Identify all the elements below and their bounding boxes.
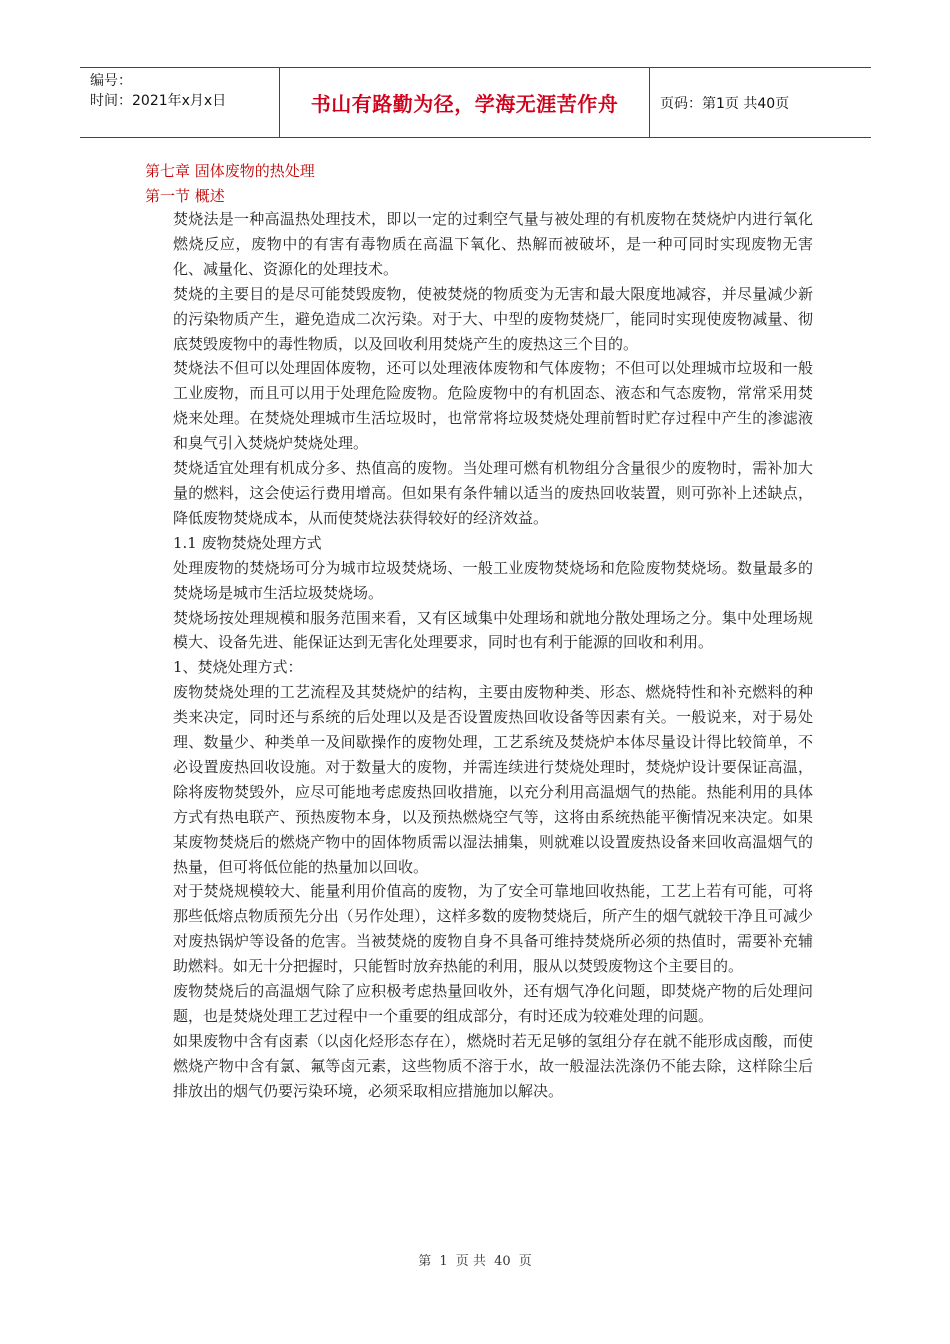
motto: 书山有路勤为径，学海无涯苦作舟 xyxy=(280,68,650,137)
subsection-heading: 1.1 废物焚烧处理方式 xyxy=(173,533,322,552)
chapter-title: 第七章 固体废物的热处理 xyxy=(145,162,315,180)
footer-mid: 页 共 xyxy=(455,1254,486,1269)
section-title: 第一节 概述 xyxy=(145,187,225,205)
paragraph: 废物焚烧处理的工艺流程及其焚烧炉的结构，主要由废物种类、形态、燃烧特性和补充燃料的种类来决定，同时还与系统的后处理以及是否设置废热回收设备等因素有关。一般说来，对于易处理、数量少、种类单一及间歇操作的废物处理，工艺系统及焚烧炉本体尽量设计得比较简单，不必设置废热回收设施。对于数量大的废物，并需连续进行焚烧处理时，焚烧炉设计要保证高温，除将废物焚毁外，应尽可能地考虑废热回收措施，以充分利用高温烟气的热能。热能利用的具体方式有热电联产、预热废物本身，以及预热燃烧空气等，这将由系统热能平衡情况来决定。如果某废物焚烧后的燃烧产物中的固体物质需以湿法捕集，则就难以设置废热设备来回收高温烟气的热量，但可将低位能的热量加以回收。 xyxy=(173,683,813,876)
footer-suffix: 页 xyxy=(518,1254,532,1269)
paragraph: 废物焚烧后的高温烟气除了应积极考虑热量回收外，还有烟气净化问题，即焚烧产物的后处理问题，也是焚烧处理工艺过程中一个重要的组成部分，有时还成为较难处理的问题。 xyxy=(173,982,813,1025)
paragraph: 焚烧适宜处理有机成分多、热值高的废物。当处理可燃有机物组分含量很少的废物时，需补加大量的燃料，这会使运行费用增高。但如果有条件辅以适当的废热回收装置，则可弥补上述缺点，降低废物焚烧成本，从而使焚烧法获得较好的经济效益。 xyxy=(173,459,813,527)
paragraph: 如果废物中含有卤素（以卤化烃形态存在），燃烧时若无足够的氢组分存在就不能形成卤酸，而使燃烧产物中含有氯、氟等卤元素，这些物质不溶于水，故一般湿法洗涤仍不能去除，这样除尘后排放出的烟气仍要污染环境，必须采取相应措施加以解决。 xyxy=(173,1031,813,1100)
body-content xyxy=(173,207,813,1104)
page-info: 页码：第1页 共40页 xyxy=(660,95,790,112)
footer-prefix: 第 xyxy=(418,1254,432,1269)
header-table xyxy=(80,67,871,138)
paragraph: 对于焚烧规模较大、能量利用价值高的废物，为了安全可靠地回收热能，工艺上若有可能，可将那些低熔点物质预先分出（另作处理），这样多数的废物焚烧后，所产生的烟气就较干净且可减少对废热锅炉等设备的危害。当被焚烧的废物自身不具备可维持焚烧所必须的热值时，需要补充辅助燃料。如无十分把握时，只能暂时放弃热能的利用，服从以焚毁废物这个主要目的。 xyxy=(173,882,813,976)
paragraph: 焚烧法不但可以处理固体废物，还可以处理液体废物和气体废物；不但可以处理城市垃圾和一般工业废物，而且可以用于处理危险废物。危险废物中的有机固态、液态和气态废物，常常采用焚烧来处理。在焚烧处理城市生活垃圾时，也常常将垃圾焚烧处理前暂时贮存过程中产生的渗滤液和臭气引入焚烧炉焚烧处理。 xyxy=(173,359,813,453)
footer-page-number: 1 xyxy=(439,1254,448,1269)
page-footer xyxy=(0,1250,950,1269)
footer-total: 40 xyxy=(494,1254,511,1269)
paragraph: 焚烧场按处理规模和服务范围来看，又有区域集中处理场和就地分散处理场之分。集中处理场规模大、设备先进、能保证达到无害化处理要求，同时也有利于能源的回收和利用。 xyxy=(173,608,813,652)
paragraph: 焚烧法是一种高温热处理技术，即以一定的过剩空气量与被处理的有机废物在焚烧炉内进行氧化燃烧反应，废物中的有害有毒物质在高温下氧化、热解而被破坏，是一种可同时实现废物无害化、减量化、资源化的处理技术。 xyxy=(173,210,813,278)
subsection-heading: 1、焚烧处理方式： xyxy=(173,658,303,677)
number-label: 编号： xyxy=(90,73,132,89)
paragraph: 焚烧的主要目的是尽可能焚毁废物，使被焚烧的物质变为无害和最大限度地减容，并尽量减少新的污染物质产生，避免造成二次污染。对于大、中型的废物焚烧厂，能同时实现使废物减量、彻底焚毁废物中的毒性物质，以及回收利用焚烧产生的废热这三个目的。 xyxy=(173,284,813,353)
header-left-cell xyxy=(80,68,280,137)
paragraph: 处理废物的焚烧场可分为城市垃圾焚烧场、一般工业废物焚烧场和危险废物焚烧场。数量最多的焚烧场是城市生活垃圾焚烧场。 xyxy=(173,558,813,602)
date-label: 时间：2021年x月x日 xyxy=(90,93,227,109)
